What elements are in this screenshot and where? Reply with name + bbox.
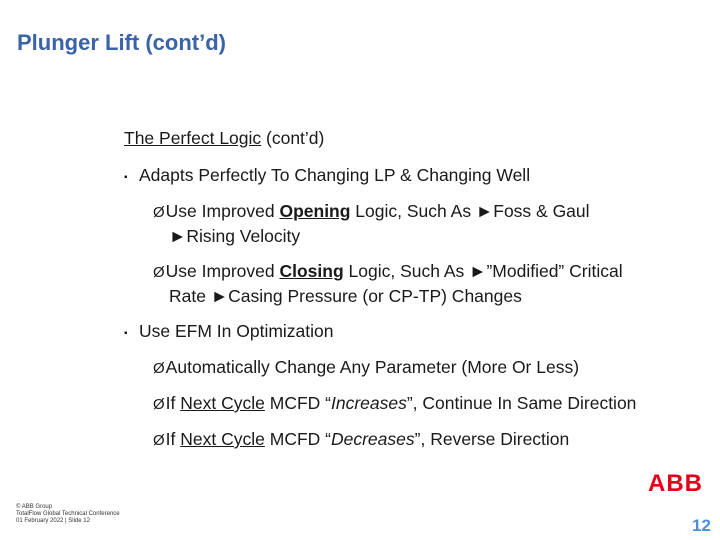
slide-number: 12 [692, 516, 711, 535]
square-bullet-icon: ▪ [124, 172, 128, 183]
sub-1-pre: Use Improved [165, 201, 280, 221]
sub-4-post: ”, Continue In Same Direction [406, 393, 637, 413]
footer-copyright: © ABB Group [16, 504, 53, 510]
sub-item-1 [153, 199, 590, 225]
sub-5-post: ”, Reverse Direction [414, 429, 570, 449]
sub-5-mid: MCFD “ [264, 429, 331, 449]
sub-4-em: Increases [330, 393, 407, 413]
bullet-1-text: Adapts Perfectly To Changing LP & Changing Well [139, 165, 531, 185]
sub-5-pre: If [165, 429, 181, 449]
sub-item-4 [153, 391, 636, 417]
sub-item-2-line2: Rate ►Casing Pressure (or CP-TP) Changes [169, 286, 522, 306]
arrow-bullet-icon: Ø [153, 432, 165, 449]
arrow-bullet-icon: Ø [153, 396, 165, 413]
sub-item-5 [153, 427, 569, 453]
abb-logo: ABB [648, 470, 703, 497]
sub-4-pre: If [165, 393, 181, 413]
arrow-bullet-icon: Ø [153, 204, 165, 221]
sub-1-mid: Logic, Such As ►Foss & Gaul [350, 201, 590, 221]
sub-4-next-cycle: Next Cycle [180, 393, 265, 413]
sub-4-mid: MCFD “ [264, 393, 331, 413]
sub-2-keyword: Closing [279, 261, 344, 281]
heading-main: The Perfect Logic [124, 128, 262, 148]
bullet-2-text: Use EFM In Optimization [139, 321, 334, 341]
sub-2-mid: Logic, Such As ►”Modified” Critical [343, 261, 623, 281]
sub-5-next-cycle: Next Cycle [180, 429, 265, 449]
footer-conference: TotalFlow Global Technical Conference [16, 511, 120, 517]
heading-suffix: (cont’d) [261, 128, 325, 148]
square-bullet-icon: ▪ [124, 328, 128, 339]
sub-5-em: Decreases [330, 429, 415, 449]
sub-1-keyword: Opening [279, 201, 351, 221]
sub-item-1-line2: ►Rising Velocity [169, 226, 301, 246]
section-heading [124, 126, 324, 150]
arrow-bullet-icon: Ø [153, 264, 165, 281]
slide-footer [16, 504, 120, 525]
footer-date-slide: 01 February 2022 | Slide 12 [16, 518, 90, 524]
sub-2-pre: Use Improved [165, 261, 280, 281]
slide-title: Plunger Lift (cont’d) [17, 30, 226, 55]
arrow-bullet-icon: Ø [153, 360, 165, 377]
sub-item-2 [153, 259, 623, 285]
sub-item-3 [153, 355, 579, 381]
sub-3-text: Automatically Change Any Parameter (More Or Less) [165, 357, 580, 377]
